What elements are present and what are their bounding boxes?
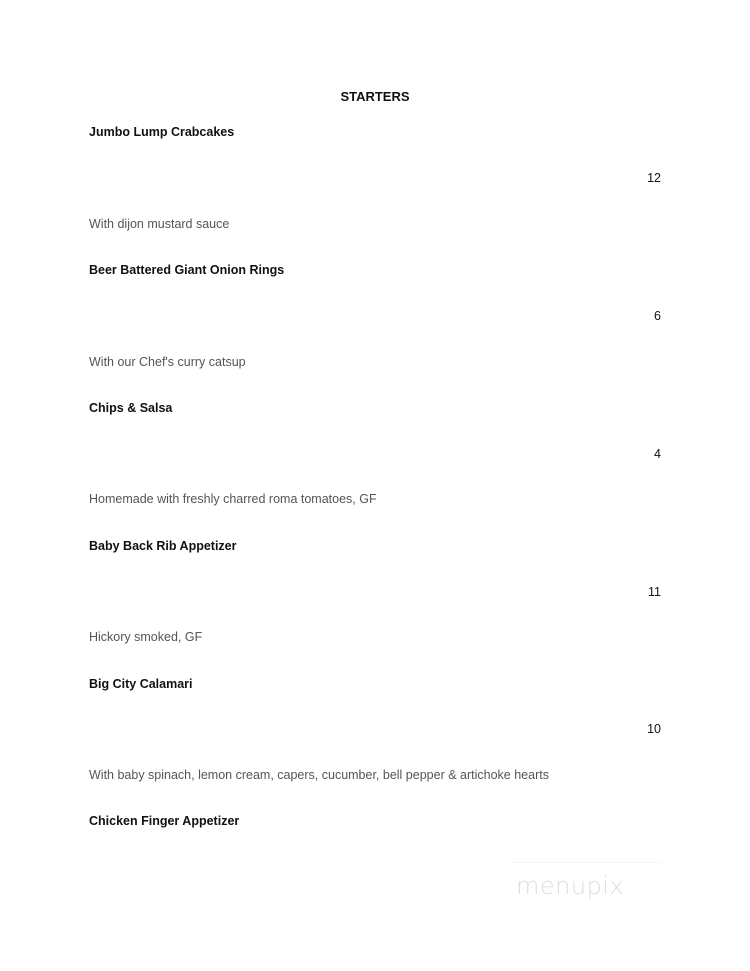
section-title: STARTERS — [340, 89, 410, 104]
menu-item-name: Jumbo Lump Crabcakes — [89, 125, 235, 139]
menu-item-description: Hickory smoked, GF — [89, 630, 203, 644]
menupix-watermark — [512, 858, 664, 910]
menu-item-description: With baby spinach, lemon cream, capers, cucumber, bell pepper & artichoke hearts — [89, 768, 549, 782]
menu-item-name: Beer Battered Giant Onion Rings — [89, 263, 285, 277]
menu-item-description: With dijon mustard sauce — [89, 217, 230, 231]
menu-item-price: 12 — [647, 171, 661, 185]
menu-item-name: Chips & Salsa — [89, 401, 173, 415]
menu-item-price: 6 — [654, 309, 661, 323]
menu-item-price: 4 — [654, 447, 661, 461]
menu-item-description: With our Chef's curry catsup — [89, 355, 246, 369]
watermark-divider — [512, 862, 662, 863]
menu-item-name: Big City Calamari — [89, 677, 193, 691]
menu-item-price: 11 — [648, 585, 661, 599]
menu-item-name: Chicken Finger Appetizer — [89, 814, 240, 828]
menu-item-name: Baby Back Rib Appetizer — [89, 539, 237, 553]
menu-item-price: 10 — [647, 722, 661, 736]
watermark-logo: menupix — [516, 872, 625, 900]
menu-item-description: Homemade with freshly charred roma tomatoes, GF — [89, 492, 377, 506]
